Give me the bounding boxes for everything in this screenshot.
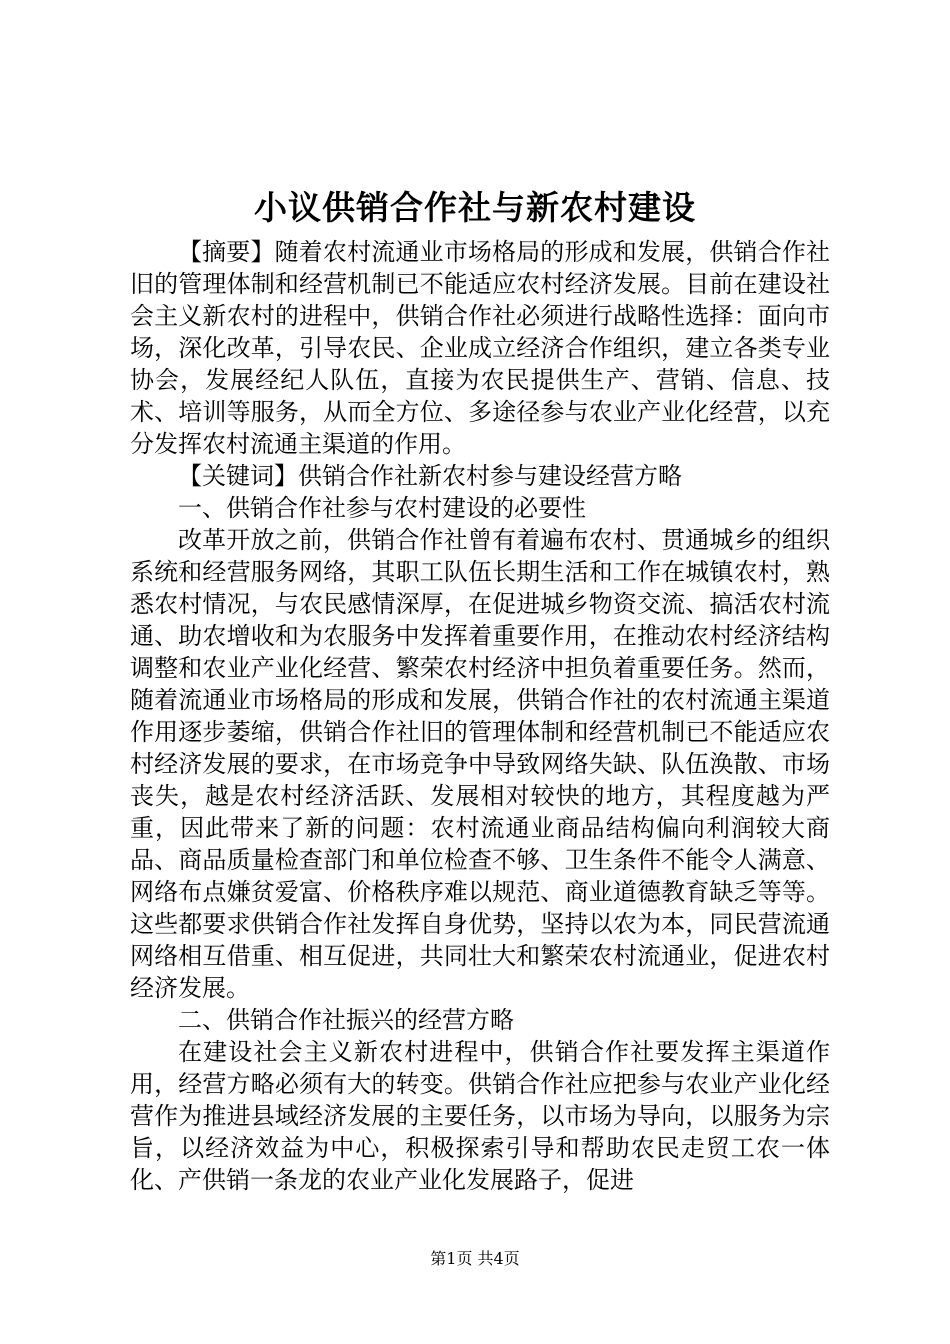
document-body xyxy=(130,236,830,1196)
keywords-paragraph: 【关键词】供销合作社新农村参与建设经营方略 xyxy=(178,462,682,490)
section-heading-1: 一、供销合作社参与农村建设的必要性 xyxy=(178,494,586,522)
section-heading-2: 二、供销合作社振兴的经营方略 xyxy=(178,1006,514,1034)
page-footer: 第1页 共4页 xyxy=(430,1249,520,1268)
body-paragraph-1: 改革开放之前，供销合作社曾有着遍布农村、贯通城乡的组织系统和经营服务网络，其职工队伍长期生活和工作在城镇农村，熟悉农村情况，与农民感情深厚，在促进城乡物资交流、搞活农村流通、助农增收和为农服务中发挥着重要作用，在推动农村经济结构调整和农业产业化经营、繁荣农村经济中担负着重要任务。然而，随着流通业市场格局的形成和发展，供销合作社的农村流通主渠道作用逐步萎缩，供销合作社旧的管理体制和经营机制已不能适应农村经济发展的要求，在市场竞争中导致网络失缺、队伍涣散、市场丧失，越是农村经济活跃、发展相对较快的地方，其程度越为严重，因此带来了新的问题：农村流通业商品结构偏向利润较大商品、商品质量检查部门和单位检查不够、卫生条件不能令人满意、网络布点嫌贫爱富、价格秩序难以规范、商业道德教育缺乏等等。这些都要求供销合作社发挥自身优势，坚持以农为本，同民营流通网络相互借重、相互促进，共同壮大和繁荣农村流通业，促进农村经济发展。 xyxy=(130,526,830,1002)
body-paragraph-2: 在建设社会主义新农村进程中，供销合作社要发挥主渠道作用，经营方略必须有大的转变。供销合作社应把参与农业产业化经营作为推进县域经济发展的主要任务，以市场为导向，以服务为宗旨，以经济效益为中心，积极探索引导和帮助农民走贸工农一体化、产供销一条龙的农业产业化发展路子，促进 xyxy=(130,1038,830,1194)
document-title: 小议供销合作社与新农村建设 xyxy=(254,188,696,227)
abstract-paragraph: 【摘要】随着农村流通业市场格局的形成和发展，供销合作社旧的管理体制和经营机制已不能适应农村经济发展。目前在建设社会主义新农村的进程中，供销合作社必须进行战略性选择：面向市场，深化改革，引导农民、企业成立经济合作组织，建立各类专业协会，发展经纪人队伍，直接为农民提供生产、营销、信息、技术、培训等服务，从而全方位、多途径参与农业产业化经营，以充分发挥农村流通主渠道的作用。 xyxy=(130,238,830,458)
